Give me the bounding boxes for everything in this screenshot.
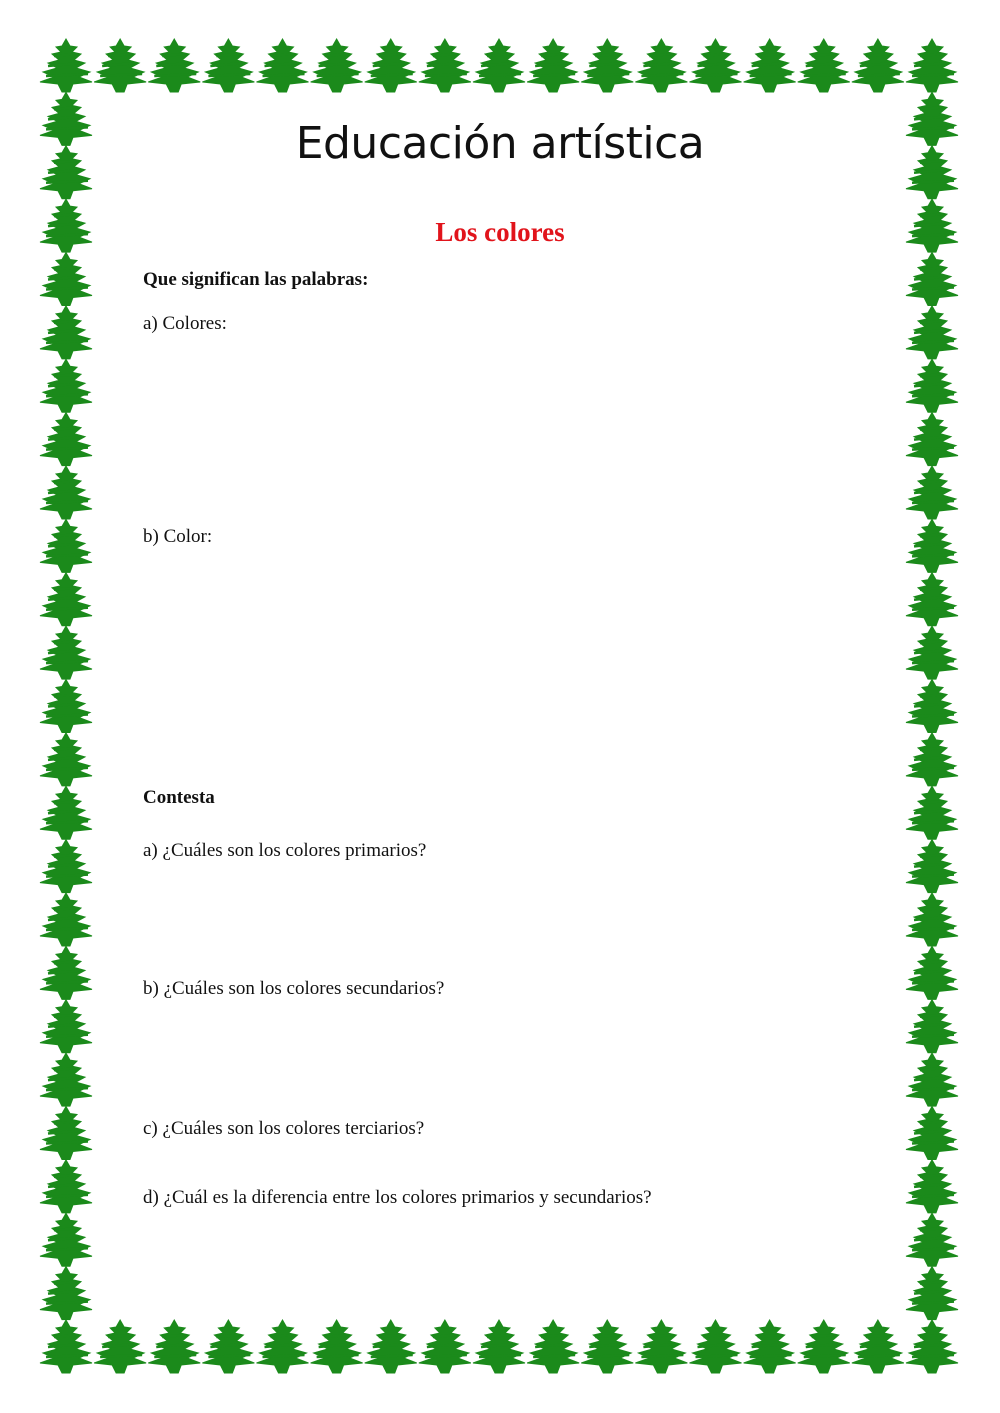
christmas-tree-icon — [852, 39, 904, 92]
christmas-tree-icon — [365, 39, 417, 92]
christmas-tree-icon — [906, 1000, 958, 1053]
christmas-tree-icon — [906, 573, 958, 626]
christmas-tree-icon — [148, 1320, 200, 1373]
question-diferencia: d) ¿Cuál es la diferencia entre los colores primarios y secundarios? — [143, 1187, 652, 1208]
question-primarios: a) ¿Cuáles son los colores primarios? — [143, 840, 427, 861]
christmas-tree-icon — [906, 413, 958, 466]
section-heading-contesta: Contesta — [143, 787, 215, 808]
christmas-tree-icon — [527, 39, 579, 92]
christmas-tree-icon — [40, 466, 92, 519]
christmas-tree-icon — [40, 1267, 92, 1320]
christmas-tree-icon — [40, 573, 92, 626]
prompt-color: b) Color: — [143, 526, 213, 547]
christmas-tree-icon — [906, 359, 958, 412]
christmas-tree-icon — [40, 39, 92, 92]
christmas-tree-icon — [40, 1213, 92, 1266]
christmas-tree-icon — [365, 1320, 417, 1373]
christmas-tree-icon — [798, 39, 850, 92]
christmas-tree-icon — [744, 1320, 796, 1373]
christmas-tree-icon — [40, 1160, 92, 1213]
christmas-tree-icon — [581, 1320, 633, 1373]
christmas-tree-icon — [40, 359, 92, 412]
christmas-tree-icon — [906, 893, 958, 946]
christmas-tree-icon — [311, 1320, 363, 1373]
christmas-tree-icon — [40, 1000, 92, 1053]
christmas-tree-icon — [527, 1320, 579, 1373]
christmas-tree-icon — [906, 946, 958, 999]
christmas-tree-icon — [906, 1053, 958, 1106]
christmas-tree-icon — [40, 306, 92, 359]
christmas-tree-icon — [40, 840, 92, 893]
christmas-tree-icon — [852, 1320, 904, 1373]
christmas-tree-icon — [906, 519, 958, 572]
christmas-tree-icon — [40, 1320, 92, 1373]
christmas-tree-icon — [473, 1320, 525, 1373]
christmas-tree-icon — [906, 39, 958, 92]
christmas-tree-icon — [906, 306, 958, 359]
question-secundarios: b) ¿Cuáles son los colores secundarios? — [143, 978, 445, 999]
christmas-tree-icon — [906, 680, 958, 733]
christmas-tree-icon — [202, 1320, 254, 1373]
christmas-tree-icon — [257, 1320, 309, 1373]
christmas-tree-icon — [202, 39, 254, 92]
christmas-tree-icon — [906, 1107, 958, 1160]
christmas-tree-icon — [744, 39, 796, 92]
christmas-tree-icon — [40, 626, 92, 679]
section-heading-meanings: Que significan las palabras: — [143, 269, 369, 290]
christmas-tree-icon — [419, 1320, 471, 1373]
christmas-tree-icon — [690, 1320, 742, 1373]
christmas-tree-icon — [311, 39, 363, 92]
christmas-tree-icon — [906, 253, 958, 306]
christmas-tree-icon — [40, 413, 92, 466]
page-subtitle: Los colores — [435, 217, 565, 247]
christmas-tree-icon — [40, 733, 92, 786]
christmas-tree-icon — [40, 680, 92, 733]
christmas-tree-icon — [906, 1267, 958, 1320]
christmas-tree-icon — [690, 39, 742, 92]
christmas-tree-icon — [419, 39, 471, 92]
christmas-tree-icon — [906, 786, 958, 839]
christmas-tree-icon — [906, 466, 958, 519]
christmas-tree-icon — [40, 519, 92, 572]
christmas-tree-icon — [40, 1107, 92, 1160]
christmas-tree-icon — [635, 39, 687, 92]
christmas-tree-icon — [40, 1053, 92, 1106]
christmas-tree-icon — [906, 1320, 958, 1373]
christmas-tree-icon — [473, 39, 525, 92]
christmas-tree-icon — [94, 1320, 146, 1373]
christmas-tree-icon — [906, 840, 958, 893]
christmas-tree-icon — [798, 1320, 850, 1373]
christmas-tree-icon — [94, 39, 146, 92]
christmas-tree-icon — [40, 946, 92, 999]
prompt-colores: a) Colores: — [143, 313, 227, 334]
question-terciarios: c) ¿Cuáles son los colores terciarios? — [143, 1118, 425, 1139]
christmas-tree-icon — [581, 39, 633, 92]
christmas-tree-icon — [906, 733, 958, 786]
christmas-tree-icon — [635, 1320, 687, 1373]
page-title: Educación artística — [295, 118, 705, 169]
christmas-tree-icon — [40, 893, 92, 946]
christmas-tree-icon — [40, 253, 92, 306]
christmas-tree-icon — [40, 786, 92, 839]
christmas-tree-icon — [906, 626, 958, 679]
christmas-tree-icon — [148, 39, 200, 92]
christmas-tree-icon — [257, 39, 309, 92]
christmas-tree-icon — [906, 1213, 958, 1266]
christmas-tree-icon — [906, 1160, 958, 1213]
